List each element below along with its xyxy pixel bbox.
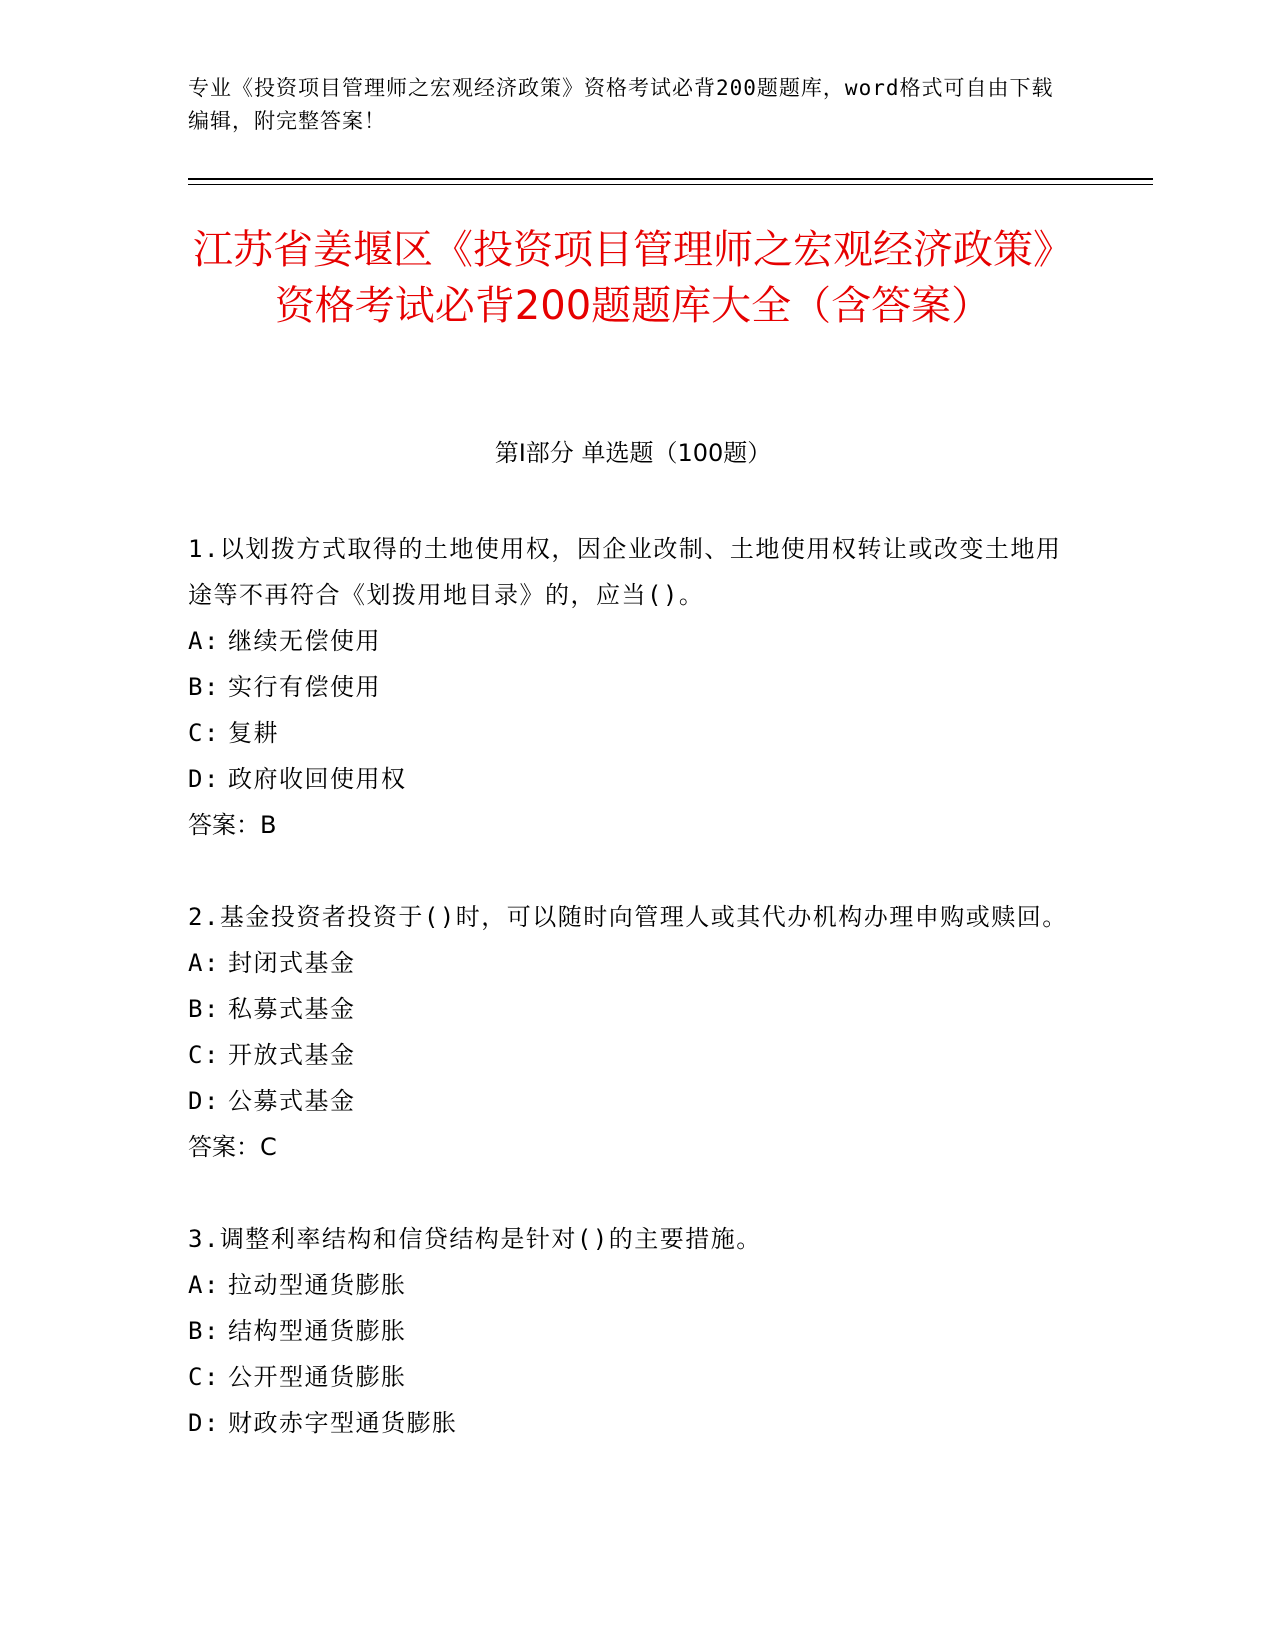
question-list (188, 526, 1068, 1492)
option-d (188, 1400, 1068, 1446)
option-d (188, 756, 1068, 802)
option-letter: C: (188, 1041, 220, 1069)
header-divider-thick (188, 178, 1153, 180)
option-text: 继续无偿使用 (228, 627, 381, 655)
option-letter: A: (188, 627, 220, 655)
answer-line: 答案：B (188, 811, 277, 839)
option-c (188, 1354, 1068, 1400)
option-b (188, 986, 1068, 1032)
option-letter: C: (188, 1363, 220, 1391)
option-letter: D: (188, 765, 220, 793)
option-a (188, 940, 1068, 986)
option-text: 公开型通货膨胀 (228, 1363, 407, 1391)
option-text: 开放式基金 (228, 1041, 356, 1069)
option-letter: B: (188, 673, 220, 701)
question-stem: 1.以划拨方式取得的土地使用权，因企业改制、土地使用权转让或改变土地用途等不再符合《划拨用地目录》的，应当()。 (188, 535, 1062, 609)
section-heading: 第I部分 单选题（100题） (494, 439, 772, 467)
header-divider-thin (188, 184, 1153, 185)
option-letter: D: (188, 1087, 220, 1115)
question-3 (188, 1216, 1068, 1446)
option-text: 复耕 (228, 719, 279, 747)
option-a (188, 1262, 1068, 1308)
document-title: 江苏省姜堰区《投资项目管理师之宏观经济政策》资格考试必背200题题库大全（含答案） (193, 227, 1073, 329)
question-stem: 2.基金投资者投资于()时，可以随时向管理人或其代办机构办理申购或赎回。 (188, 903, 1068, 931)
question-2 (188, 894, 1068, 1170)
option-text: 财政赤字型通货膨胀 (228, 1409, 458, 1437)
option-c (188, 710, 1068, 756)
option-text: 政府收回使用权 (228, 765, 407, 793)
option-b (188, 664, 1068, 710)
answer-line: 答案：C (188, 1133, 277, 1161)
header-note: 专业《投资项目管理师之宏观经济政策》资格考试必背200题题库，word格式可自由下载编辑，附完整答案！ (188, 76, 1054, 133)
option-text: 拉动型通货膨胀 (228, 1271, 407, 1299)
option-text: 封闭式基金 (228, 949, 356, 977)
option-letter: C: (188, 719, 220, 747)
option-b (188, 1308, 1068, 1354)
option-letter: B: (188, 1317, 220, 1345)
option-letter: A: (188, 1271, 220, 1299)
option-text: 实行有偿使用 (228, 673, 381, 701)
option-d (188, 1078, 1068, 1124)
option-text: 结构型通货膨胀 (228, 1317, 407, 1345)
option-c (188, 1032, 1068, 1078)
question-stem: 3.调整利率结构和信贷结构是针对()的主要措施。 (188, 1225, 762, 1253)
option-text: 公募式基金 (228, 1087, 356, 1115)
option-letter: D: (188, 1409, 220, 1437)
question-1 (188, 526, 1068, 848)
option-a (188, 618, 1068, 664)
option-text: 私募式基金 (228, 995, 356, 1023)
option-letter: A: (188, 949, 220, 977)
option-letter: B: (188, 995, 220, 1023)
